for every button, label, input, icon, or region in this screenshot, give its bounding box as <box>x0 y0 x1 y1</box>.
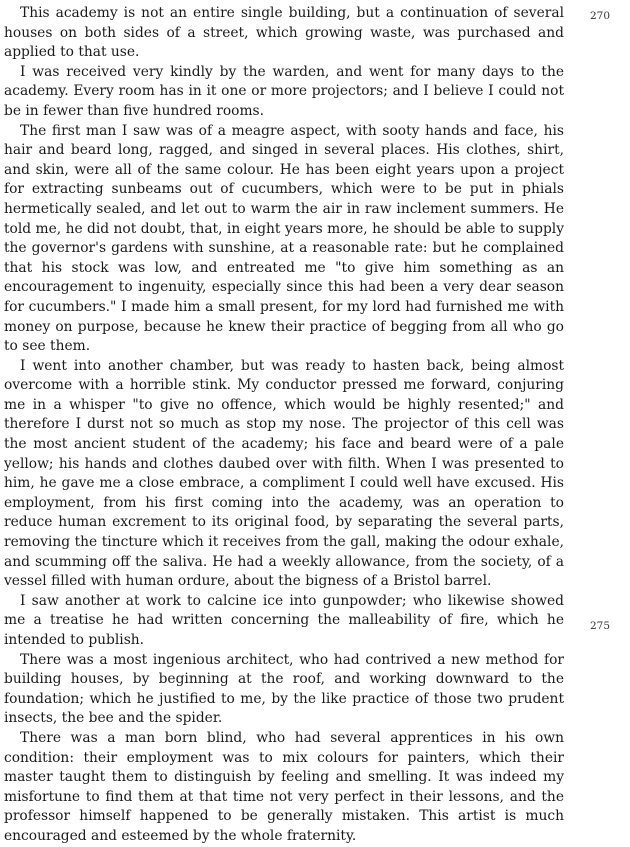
paragraph: I was received very kindly by the warden, and went for many days to the academy. Every room has in it one or more projectors; and I believe I could not be in fewer than five hundred rooms. <box>4 63 564 119</box>
line-number: 270 <box>590 10 611 22</box>
paragraph: The first man I saw was of a meagre aspect, with sooty hands and face, his hair and beard long, ragged, and singed in several places. His clothes, shirt, and skin, were all of the same colour. He has been eight years upon a project for extracting sunbeams out of cucumbers, which were to be put in phials hermetically sealed, and let out to warm the air in raw inclement summers. He told me, he did not doubt, that, in eight years more, he should be able to supply the governor's gardens with sunshine, at a reasonable rate: but he complained that his stock was low, and entreated me "to give him something as an encouragement to ingenuity, especially since this had been a very dear season for cucumbers." I made him a small present, for my lord had furnished me with money on purpose, because he knew their practice of begging from all who go to see them. <box>4 122 564 355</box>
body-text <box>4 4 564 847</box>
line-number: 275 <box>590 620 611 632</box>
paragraph: I saw another at work to calcine ice into gunpowder; who likewise showed me a treatise he had written concerning the malleability of fire, which he intended to publish. <box>4 592 564 648</box>
paragraph: There was a most ingenious architect, who had contrived a new method for building houses, by beginning at the roof, and working downward to the foundation; which he justified to me, by the like practice of those two prudent insects, the bee and the spider. <box>4 651 564 727</box>
paragraph: I went into another chamber, but was ready to hasten back, being almost overcome with a horrible stink. My conductor pressed me forward, conjuring me in a whisper "to give no offence, which would be highly resented;" and therefore I durst not so much as stop my nose. The projector of this cell was the most ancient student of the academy; his face and beard were of a pale yellow; his hands and clothes daubed over with filth. When I was presented to him, he gave me a close embrace, a compliment I could well have excused. His employment, from his first coming into the academy, was an operation to reduce human excrement to its original food, by separating the several parts, removing the tincture which it receives from the gall, making the odour exhale, and scumming off the saliva. He had a weekly allowance, from the society, of a vessel filled with human ordure, about the bigness of a Bristol barrel. <box>4 357 564 590</box>
paragraph: This academy is not an entire single building, but a continuation of several houses on both sides of a street, which growing waste, was purchased and applied to that use. <box>4 5 564 61</box>
paragraph: There was a man born blind, who had several apprentices in his own condition: their employment was to mix colours for painters, which their master taught them to distinguish by feeling and smelling. It was indeed my misfortune to find them at that time not very perfect in their lessons, and the professor himself happened to be generally mistaken. This artist is much encouraged and esteemed by the whole fraternity. <box>4 729 564 844</box>
